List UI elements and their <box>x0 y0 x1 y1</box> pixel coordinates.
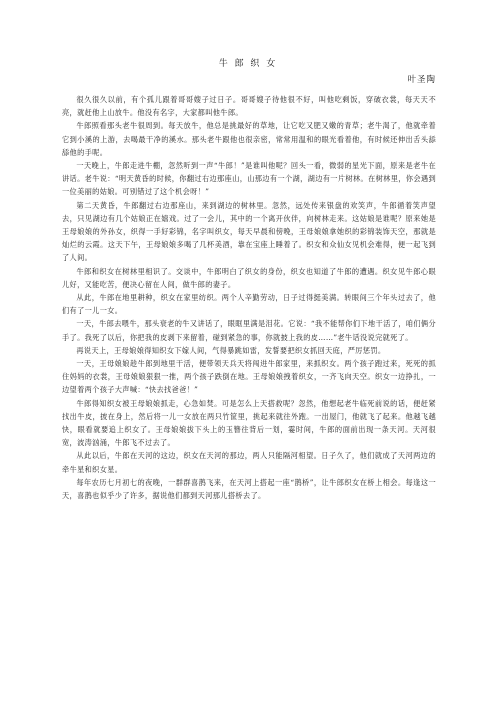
document-author: 叶圣陶 <box>407 75 436 85</box>
paragraph: 一天晚上，牛郎走进牛棚，忽然听到一声“牛郎！”是谁叫他呢？回头一看，微弱的星光下面，原来是老牛在讲话。老牛说：“明天黄昏的时候，你翻过右边那座山，山那边有一个湖，湖边有一片树林。在树林里，你会遇到一位美丽的姑娘。可别错过了这个机会呀！” <box>62 161 436 197</box>
paragraph: 从此，牛郎在地里耕种，织女在家里纺织。两个人辛勤劳动，日子过得挺美满。转眼间三个年头过去了，他们有了一儿一女。 <box>62 293 436 316</box>
paragraph: 第二天黄昏，牛郎翻过右边那座山，来到湖边的树林里。忽然，远处传来银盘的欢笑声，牛郎循着笑声望去，只见湖边有几个姑娘正在嬉戏。过了一会儿，其中的一个离开伙伴，向树林走来。这姑娘是谁呢？原来她是王母娘娘的外孙女，织得一手好彩锦，名字叫织女，每天早晨和傍晚，王母娘娘拿她织的彩锦装饰天空，那就是灿烂的云霞。这天下午，王母娘娘多喝了几杯美酒，靠在宝座上睡着了。织女和众仙女见机会难得，便一起飞到了人间。 <box>62 200 436 263</box>
paragraph: 每年农历七月初七的夜晚，一群群喜鹊飞来，在天河上搭起一座“鹊桥”，让牛郎织女在桥上相会。每逢这一天，喜鹊也似乎少了许多，据说他们都到天河那儿搭桥去了。 <box>62 477 436 501</box>
paragraph: 牛郎和织女在树林里相识了。交谈中，牛郎明白了织女的身份，织女也知道了牛郎的遭遇。织女见牛郎心眼儿好，又能吃苦，便决心留在人间，做牛郎的妻子。 <box>62 266 436 289</box>
document-title: 牛 郎 织 女 <box>218 59 278 69</box>
paragraph: 再说天上，王母娘娘得知织女下嫁人间，气得暴跳如雷，发誓要把织女抓回天庭，严厉惩罚。 <box>76 345 386 355</box>
paragraph: 很久很久以前，有个孤儿跟着哥哥嫂子过日子。哥哥嫂子待他很不好，叫他吃剩饭，穿破衣裳，每天天不亮，就赶他上山放牛。他没有名字，大家都叫他牛郎。 <box>62 95 436 118</box>
paragraph: 一天，牛郎去喂牛，那头衰老的牛又讲话了，眼眶里满是泪花。它说：“我不能帮你们下地干活了，咱们俩分手了。我死了以后，你把我的皮剥下来留着，碰到紧急的事，你就披上我的皮……”老牛话没说完就死了。 <box>62 319 436 342</box>
paragraph: 一天，王母娘娘趁牛郎到地里干活，便带领天兵天将闯进牛郎家里，来抓织女。两个孩子跑过来，死死的抓住妈妈的衣裳，王母娘娘狠狠一推，两个孩子跌倒在地。王母娘娘拽着织女，一齐飞向天空。织女一边挣扎，一边望着两个孩子大声喊：“快去找爸爸！” <box>62 359 436 395</box>
document-body <box>62 93 436 502</box>
paragraph: 从此以后，牛郎在天河的这边，织女在天河的那边，两人只能隔河相望。日子久了，他们就成了天河两边的牵牛星和织女星。 <box>62 451 436 474</box>
paragraph: 牛郎得知织女被王母娘娘抓走，心急如焚。可是怎么上天搭救呢？忽然，他想起老牛临死前说的话，便赶紧找出牛皮，披在身上，然后将一儿一女放在两只竹筐里，挑起来就往外跑。一出屋门，他就飞了起来。他越飞越快，眼看就要追上织女了。王母娘娘拔下头上的玉簪往背后一划，霎时间，牛郎的面前出现一条天河。天河很宽，波涛汹涌，牛郎飞不过去了。 <box>62 398 436 448</box>
paragraph: 牛郎照看那头老牛很周到。每天放牛，他总是挑最好的草地，让它吃又肥又嫩的青草；老牛渴了，他就牵着它到小溪的上游，去喝最干净的溪水。那头老牛跟他也很亲密，常常用温和的眼光看着他，有时候还伸出舌头舔舔他的手呢。 <box>62 121 436 157</box>
